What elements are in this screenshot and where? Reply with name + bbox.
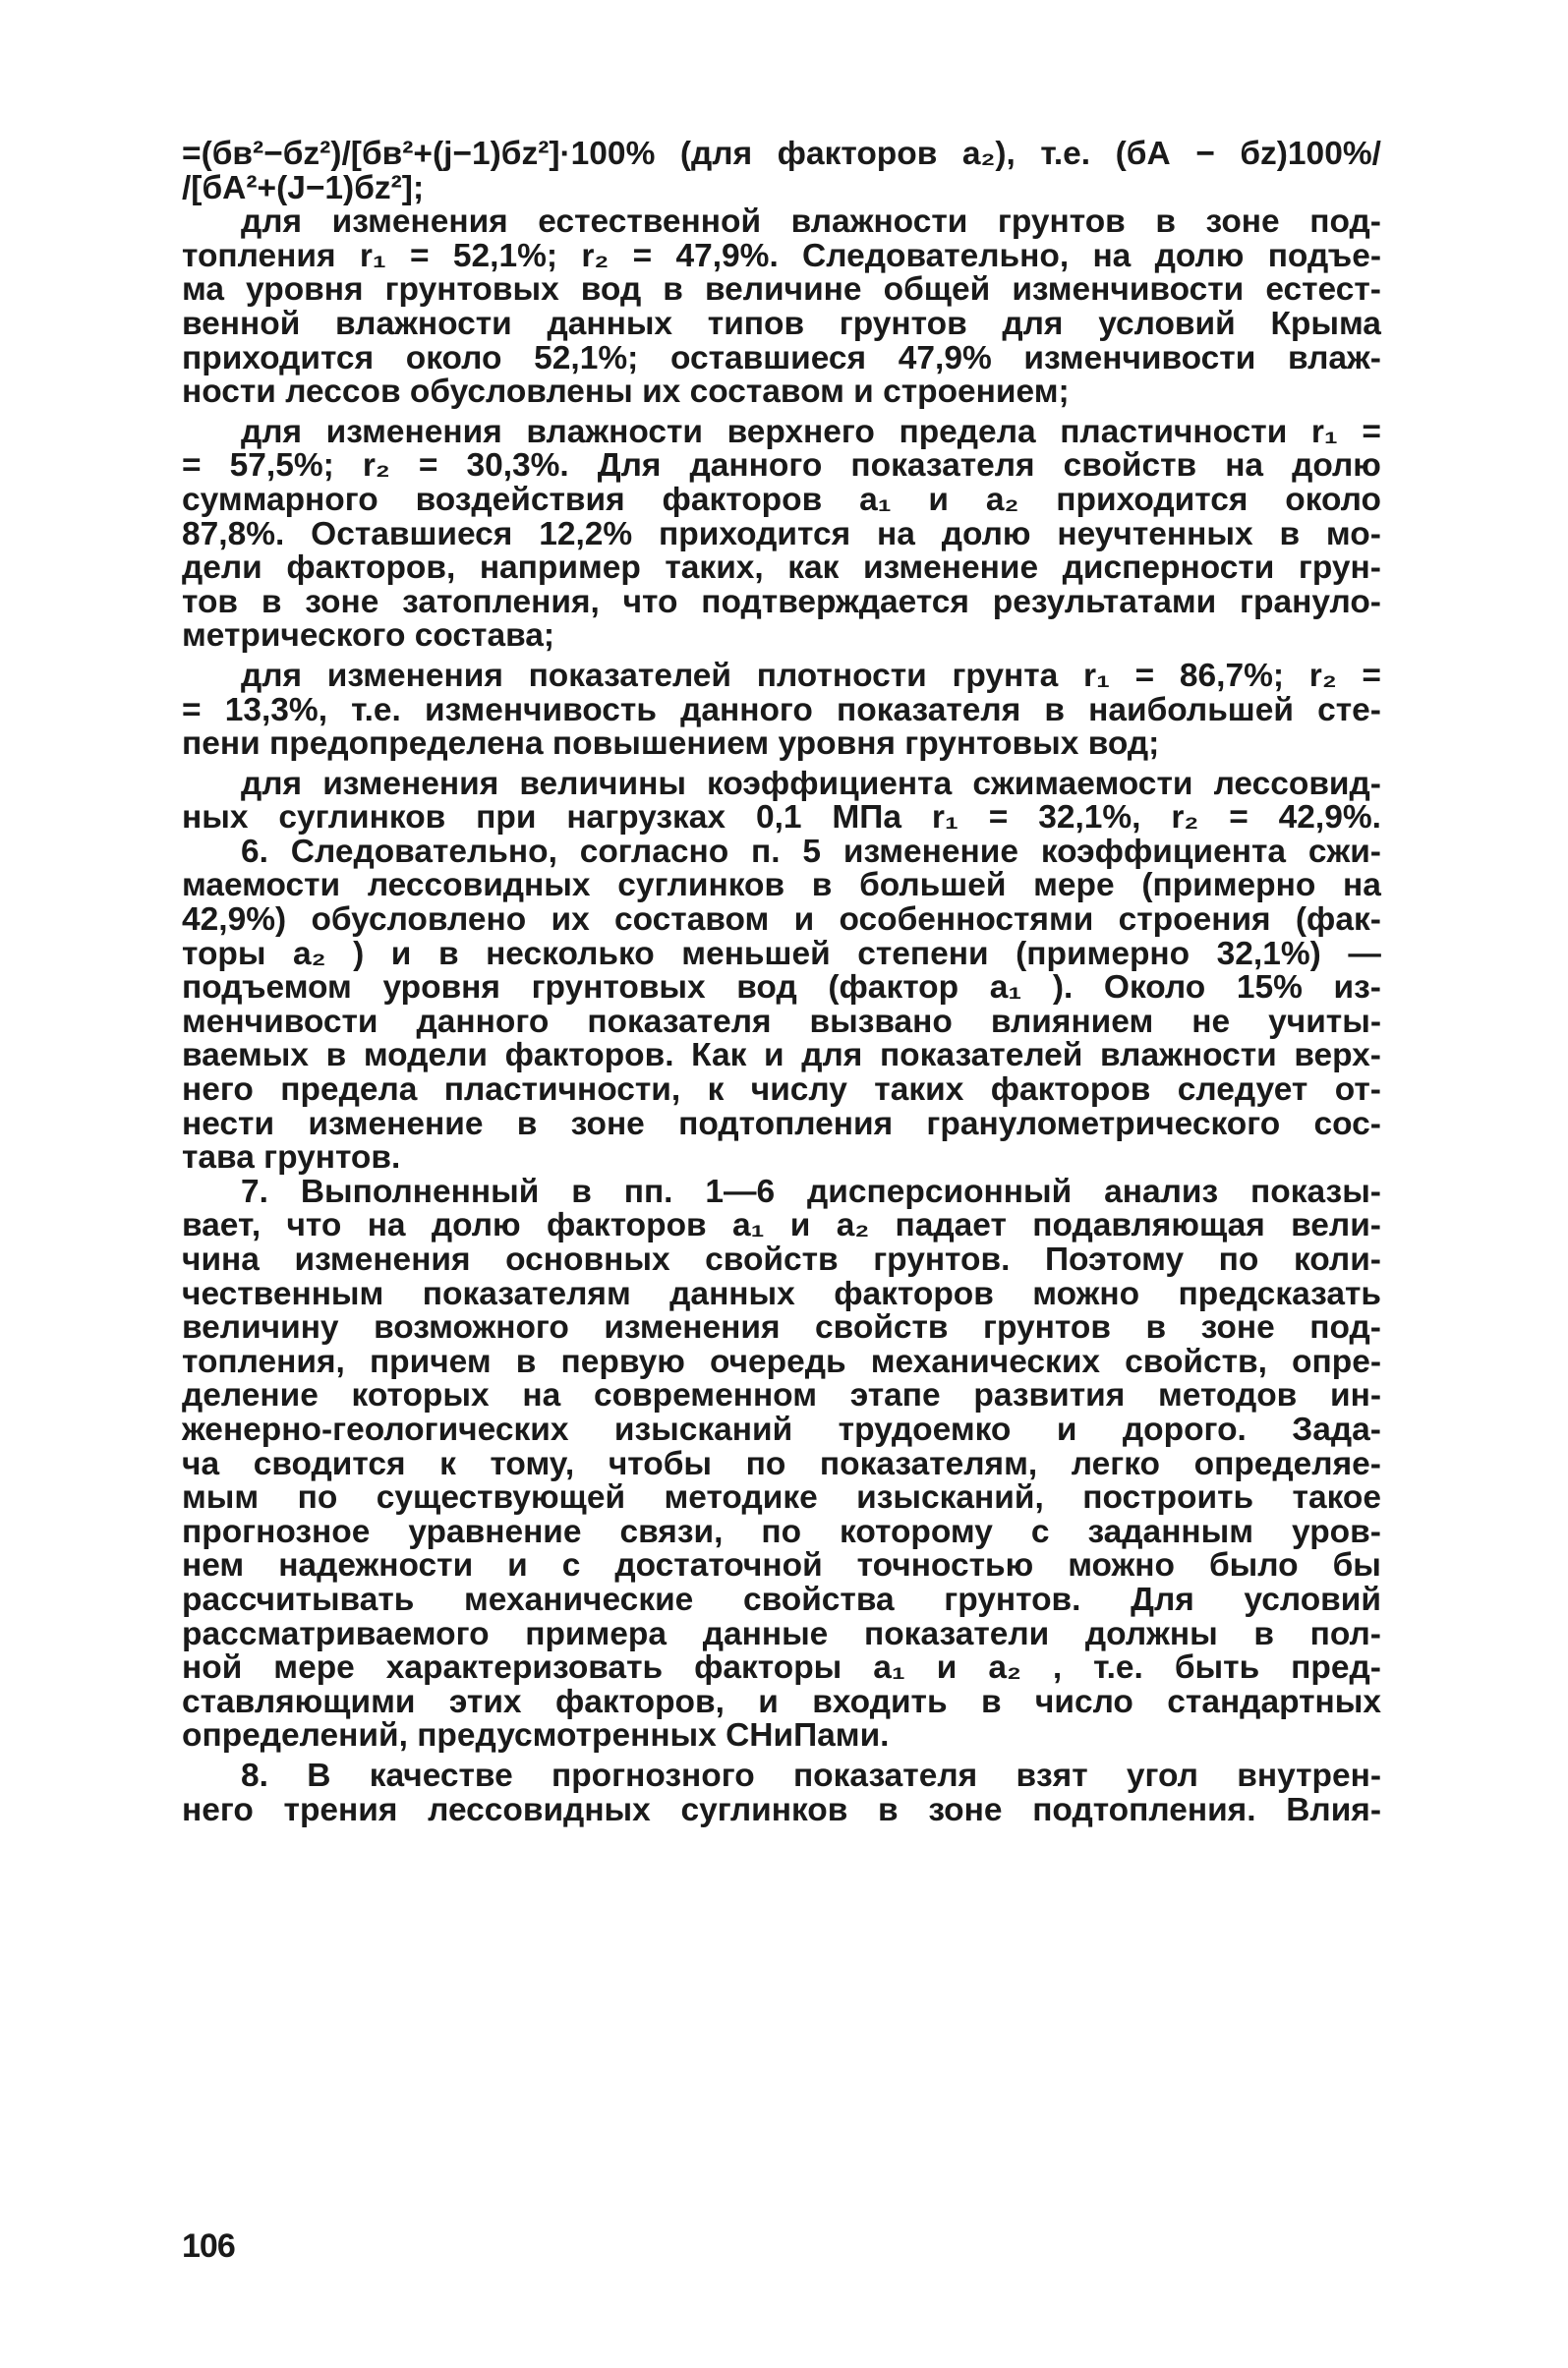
text-line: ставляющими этих факторов, и входить в число стандартных — [182, 1683, 1381, 1720]
text-line: маемости лессовидных суглинков в большей мере (примерно на — [182, 867, 1381, 904]
text-line: рассматриваемого примера данные показатели должны в пол- — [182, 1615, 1381, 1652]
text-line: ма уровня грунтовых вод в величине общей изменчивости естест- — [182, 271, 1381, 309]
text-line: тава грунтов. — [182, 1139, 401, 1177]
text-line: вает, что на долю факторов a₁ и a₂ падает подавляющая вели- — [182, 1207, 1381, 1244]
text-line: для изменения естественной влажности грунтов в зоне под- — [241, 203, 1381, 241]
text-line: ной мере характеризовать факторы a₁ и a₂ , т.е. быть пред- — [182, 1649, 1381, 1687]
text-line: подъемом уровня грунтовых вод (фактор a₁ ). Около 15% из- — [182, 969, 1381, 1007]
text-line: для изменения влажности верхнего предела пластичности r₁ = — [241, 413, 1381, 450]
text-line: 87,8%. Оставшиеся 12,2% приходится на долю неучтенных в мо- — [182, 515, 1381, 552]
text-line: приходится около 52,1%; оставшиеся 47,9% изменчивости влаж- — [182, 339, 1381, 376]
text-line: ваемых в модели факторов. Как и для показателей влажности верх- — [182, 1037, 1381, 1074]
text-line: чественным показателям данных факторов можно предсказать — [182, 1275, 1381, 1312]
text-line: = 13,3%, т.е. изменчивость данного показателя в наибольшей сте- — [182, 691, 1381, 728]
page-body — [182, 138, 1381, 1827]
text-line: менчивости данного показателя вызвано влиянием не учиты- — [182, 1003, 1381, 1040]
text-line: него трения лессовидных суглинков в зоне подтопления. Влия- — [182, 1791, 1381, 1828]
text-line: суммарного воздействия факторов a₁ и a₂ приходится около — [182, 481, 1381, 518]
text-line: определений, предусмотренных СНиПами. — [182, 1717, 890, 1755]
text-line: торы a₂ ) и в несколько меньшей степени (примерно 32,1%) — — [182, 935, 1381, 972]
text-line: топления, причем в первую очередь механических свойств, опре- — [182, 1343, 1381, 1380]
text-line: величину возможного изменения свойств грунтов в зоне под- — [182, 1309, 1381, 1347]
page-number: 106 — [182, 2227, 235, 2265]
text-line: прогнозное уравнение связи, по которому с заданным уров- — [182, 1513, 1381, 1550]
text-line: дели факторов, например таких, как изменение дисперности грун- — [182, 549, 1381, 587]
text-line: тов в зоне затопления, что подтверждается результатами грануло- — [182, 583, 1381, 620]
text-line: ча сводится к тому, чтобы по показателям, легко определяе- — [182, 1445, 1381, 1482]
text-line: 6. Следовательно, согласно п. 5 изменение коэффициента сжи- — [241, 833, 1381, 870]
text-line: для изменения величины коэффициента сжимаемости лессовид- — [241, 765, 1381, 802]
text-line: деление которых на современном этапе развития методов ин- — [182, 1377, 1381, 1415]
text-line: нем надежности и с достаточной точностью можно было бы — [182, 1547, 1381, 1585]
text-line: 42,9%) обусловлено их составом и особенностями строения (фак- — [182, 901, 1381, 939]
text-line: = 57,5%; r₂ = 30,3%. Для данного показателя свойств на долю — [182, 447, 1381, 485]
text-line: нести изменение в зоне подтопления гранулометрического сос- — [182, 1105, 1381, 1142]
text-line: ных суглинков при нагрузках 0,1 МПа r₁ = 32,1%, r₂ = 42,9%. — [182, 799, 1381, 837]
text-line: топления r₁ = 52,1%; r₂ = 47,9%. Следовательно, на долю подъе- — [182, 237, 1381, 274]
text-line: женерно-геологических изысканий трудоемко и дорого. Зада- — [182, 1411, 1381, 1448]
text-line: для изменения показателей плотности грунта r₁ = 86,7%; r₂ = — [241, 657, 1381, 694]
text-line: мым по существующей методике изысканий, построить такое — [182, 1479, 1381, 1517]
text-line: рассчитывать механические свойства грунтов. Для условий — [182, 1581, 1381, 1618]
text-line: чина изменения основных свойств грунтов. Поэтому по коли- — [182, 1242, 1381, 1278]
text-line: венной влажности данных типов грунтов для условий Крыма — [182, 305, 1381, 342]
text-line: него предела пластичности, к числу таких факторов следует от- — [182, 1071, 1381, 1109]
text-line: 7. Выполненный в пп. 1—6 дисперсионный анализ показы- — [241, 1173, 1381, 1210]
text-line: метрического состава; — [182, 617, 555, 655]
text-line: /[бA²+(J−1)бz²]; — [182, 169, 425, 206]
text-line: ности лессов обусловлены их составом и строением; — [182, 374, 1070, 411]
text-line: пени предопределена повышением уровня грунтовых вод; — [182, 725, 1160, 763]
text-line: =(бв²−бz²)/[бв²+(j−1)бz²]·100% (для факторов a₂), т.е. (бA − бz)100%/ — [182, 136, 1381, 172]
text-line: 8. В качестве прогнозного показателя взят угол внутрен- — [241, 1757, 1381, 1794]
